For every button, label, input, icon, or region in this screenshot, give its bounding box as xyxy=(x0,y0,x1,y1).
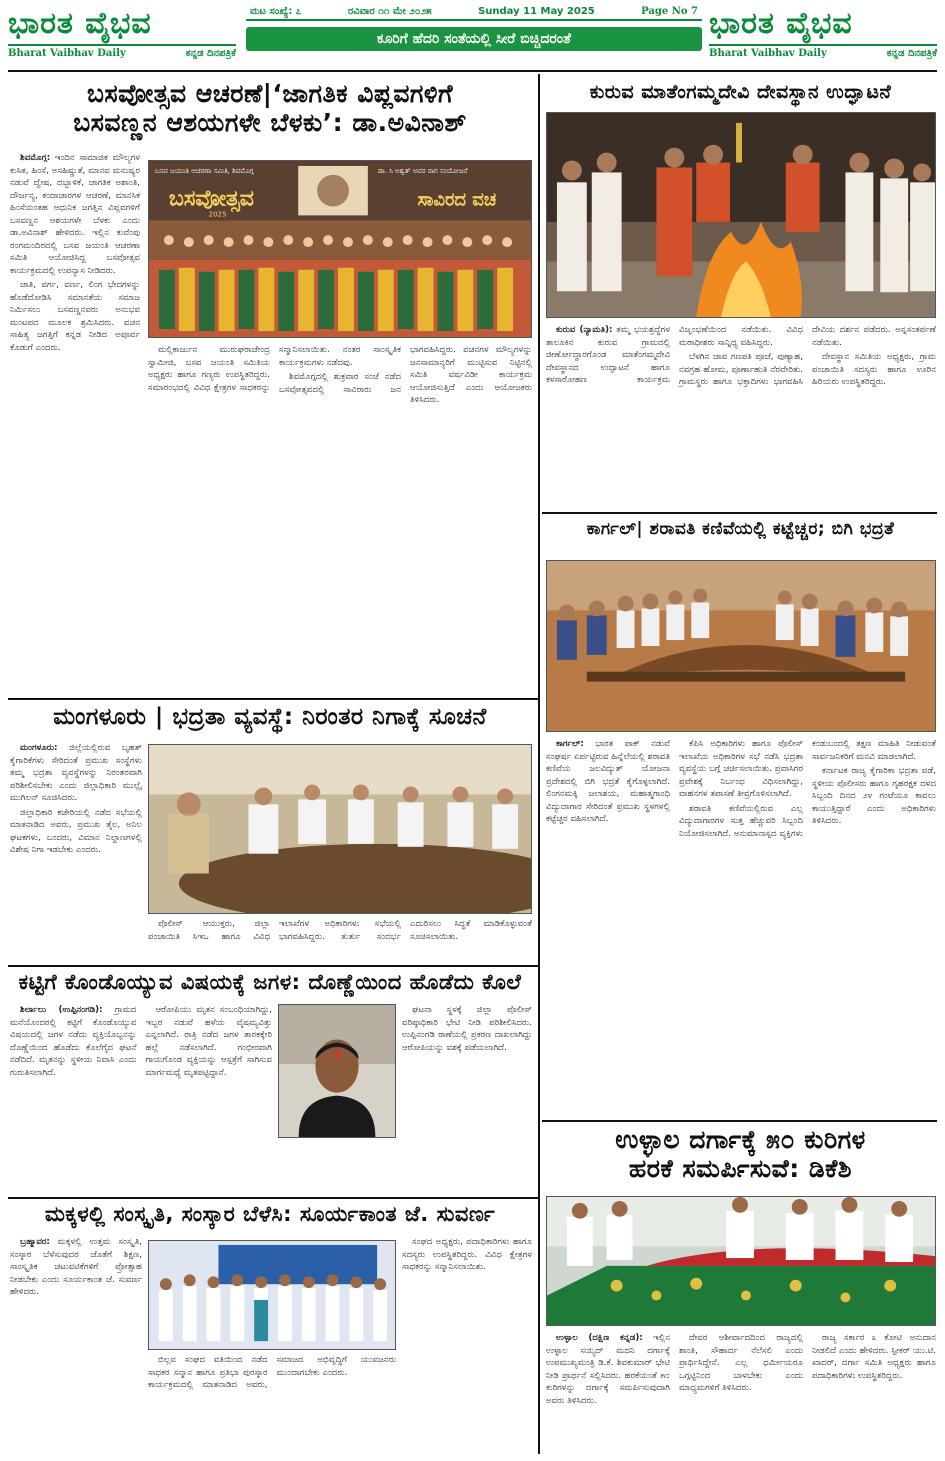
kargal-headline: ಕಾರ್ಗಲ್| ಶರಾವತಿ ಕಣಿವೆಯಲ್ಲಿ ಕಟ್ಟೆಚ್ಚರ; ಬಿಗಿ ಭದ್ರತೆ xyxy=(586,519,895,539)
makkalu-photo xyxy=(148,1240,396,1350)
kuruva-body-cols xyxy=(546,324,936,506)
volume-number: ಮಟ ಸಂಖ್ಯೆ: ೭ xyxy=(250,6,302,17)
masthead-logo-left xyxy=(8,4,236,66)
ullal-body-2: ದೇವರ ಆಶೀರ್ವಾದದಿಂದ ರಾಜ್ಯದಲ್ಲಿ ಶಾಂತಿ, ಸೌಹಾರ್ದ ನೆಲೆಸಲಿ ಎಂದು ಪ್ರಾರ್ಥಿಸಿದ್ದೇನೆ. ಎಲ್ಲ ಧರ್ಮೀಯರೂ ಒಗ್ಗಟ್ಟಿನಿಂದ ಬಾಳಬೇಕು ಎಂದು ಮಾಧ್ಯಮಗಳಿಗೆ ತಿಳಿಸಿದರು. xyxy=(679,1333,803,1393)
katte-victim-photo xyxy=(278,1004,396,1138)
basava-body-3: ಮಲ್ಲಿಕಾರ್ಜುನ ಮುರುಘರಾಜೇಂದ್ರ ಸ್ವಾಮೀಜಿ, ಬಸವ ಜಯಂತಿ ಸಮಿತಿಯ ಅಧ್ಯಕ್ಷರು ಹಾಗೂ ಗಣ್ಯರು ಉಪಸ್ಥಿತರಿದ್ದರು. ಸಮಾರಂಭದಲ್ಲಿ ವಿವಿಧ ಕ್ಷೇತ್ರಗಳ ಸಾಧಕರನ್ನು ಸನ್ಮಾನಿಸಲಾಯಿತು. ನಂತರ ಸಾಂಸ್ಕೃತಿಕ ಕಾರ್ಯಕ್ರಮಗಳು ನಡೆದವು. xyxy=(148,345,401,393)
kargal-dateline: ಕಾರ್ಗಲ್: xyxy=(556,739,584,749)
makkalu-body-cols2 xyxy=(148,1354,396,1454)
mangaluru-body-1: ಜಿಲ್ಲೆಯಲ್ಲಿರುವ ಬೃಹತ್ ಕೈಗಾರಿಕೆಗಳು ಸೇರಿದಂತೆ ಪ್ರಮುಖ ಸಂಸ್ಥೆಗಳು ತಮ್ಮ ಭದ್ರತಾ ವ್ಯವಸ್ಥೆಗಳನ್ನು ನಿರಂತರವಾಗಿ ಪರಿಶೀಲಿಸಬೇಕು ಎಂದು ಜಿಲ್ಲಾಧಿಕಾರಿ ಮುಲ್ಲೈ ಮುಗಿಲನ್ ಸೂಚಿಸಿದರು. xyxy=(10,743,142,803)
basava-banner-text-2: ಡಾ. ಸಿ ಅಶ್ವತ್ ಅವರ ರಾಗ ಸಂಯೋಜನೆ xyxy=(377,166,468,175)
divider-mangaluru xyxy=(8,965,538,967)
basava-stage-text: ಬಸವೋತ್ಸವ xyxy=(168,186,254,212)
basava-stage-year: 2025 xyxy=(208,210,227,219)
makkalu-headline: ಮಕ್ಕಳಲ್ಲಿ ಸಂಸ್ಕೃತಿ, ಸಂಸ್ಕಾರ ಬೆಳೆಸಿ: ಸೂರ್ಯಕಾಂತ ಜೆ. ಸುವರ್ಣ xyxy=(44,1202,496,1226)
masthead-subtitle-en: Bharat Vaibhav Daily xyxy=(8,48,126,59)
kargal-body-cols xyxy=(546,738,936,1114)
ullal-headline-line2: ಹರಕೆ ಸಮರ್ಪಿಸುವೆ: ಡಿಕೆಶಿ xyxy=(628,1153,853,1183)
divider-kargal xyxy=(542,1120,937,1122)
basava-dateline: ಶಿವಮೊಗ್ಗ: xyxy=(20,153,51,163)
kuruva-body-1: ತಮ್ಮ ಭಯಶ್ರದ್ಧೆಗಳ ತಾಲೂಕಿನ ಕುರುವ ಗ್ರಾಮದಲ್ಲಿ ಜೀರ್ಣೋದ್ಧಾರಗೊಂಡ ಮಾತೆಂಗಮ್ಮದೇವಿ ದೇವಸ್ಥಾನದ ಉದ್ಘಾಟನೆ ಹಾಗೂ ಕಳಸಾರೋಹಣ ಕಾರ್ಯಕ್ರಮ ವಿಜೃಂಭಣೆಯಿಂದ ನಡೆಯಿತು. ವಿವಿಧ ಮಠಾಧೀಶರು ಸಾನ್ನಿಧ್ಯ ವಹಿಸಿದ್ದರು. xyxy=(546,325,803,385)
mangaluru-headline: ಮಂಗಳೂರು | ಭದ್ರತಾ ವ್ಯವಸ್ಥೆ: ನಿರಂತರ ನಿಗಾಕ್ಕೆ ಸೂಚನೆ xyxy=(53,704,487,730)
masthead-divider xyxy=(8,70,937,72)
makkalu-dateline: ಬ್ರಹ್ಮಾವರ: xyxy=(20,1237,50,1247)
mangaluru-photo xyxy=(148,744,532,914)
kuruva-photo xyxy=(546,112,936,318)
katte-body-cols1 xyxy=(10,1004,272,1192)
divider-basava xyxy=(8,698,538,700)
masthead-center xyxy=(246,6,702,51)
basava-headline-line1: ಬಸವೋತ್ಸವ ಆಚರಣೆ|‘ಜಾಗತಿಕ ವಿಪ್ಲವಗಳಿಗೆ xyxy=(86,79,454,108)
basava-body-1: ಇಂದಿನ ಸಾಮಾಜಿಕ ಮೌಲ್ಯಗಳ ಕುಸಿತ, ಹಿಂಸೆ, ಅಸಹಿಷ್ಣುತೆ, ಮಾನವ ಮನುಷ್ಯರ ನಡುವೆ ದ್ವೇಷ, ದಬ್ಬಾಳಿಕೆ, ಜಾಗತಿಕ ಅಶಾಂತಿ, ದೌರ್ಜನ್ಯ, ಕಂದಾಚಾರಗಳ ಆಚರಣೆ, ಮಾನಸಿಕ ಹಿಂಸೆಯಂತಹ ಆಧುನಿಕ ಜಗತ್ತಿನ ವಿಪ್ಲವಗಳಿಗೆ ಬಸವಣ್ಣನ ಆಶಯಗಳೇ ಬೆಳಕು ಎಂದು ಡಾ.ಅವಿನಾಶ್ ಹೇಳಿದರು. ಇಲ್ಲಿನ ಕುವೆಂಪು ರಂಗಮಂದಿರದಲ್ಲಿ ಬಸವ ಜಯಂತಿ ಆಚರಣಾ ಸಮಿತಿ ಆಯೋಜಿಸಿದ್ದ ಬಸವೋತ್ಸವ ಕಾರ್ಯಕ್ರಮದಲ್ಲಿ ಉಪನ್ಯಾಸ ನೀಡಿದರು. xyxy=(10,153,140,276)
masthead-subtitle-kn-right: ಕನ್ನಡ ದಿನಪತ್ರಿಕೆ xyxy=(886,48,937,59)
teaser-banner: ಕೂರಿಗೆ ಹೆದರಿ ಸಂತೆಯಲ್ಲಿ ಸೀರೆ ಬಿಚ್ಚಿದರಂತೆ xyxy=(246,27,702,51)
ullal-dateline: ಉಳ್ಳಾಲ (ದಕ್ಷಿಣ ಕನ್ನಡ): xyxy=(556,1333,643,1343)
katte-body-1: ಗ್ರಾಮದ ಮನೆಯೊಂದರಲ್ಲಿ ಕಟ್ಟಿಗೆ ಕೊಂಡೊಯ್ಯುವ ವಿಷಯದಲ್ಲಿ ಜಗಳ ನಡೆದು ವ್ಯಕ್ತಿಯೊಬ್ಬನನ್ನು ದೊಣ್ಣೆಯಿಂದ ಹೊಡೆದು ಕೊಲೆಗೈದ ಘಟನೆ ನಡೆದಿದೆ. ಮೃತನನ್ನು ಸ್ಥಳೀಯ ನಿವಾಸಿ ಎಂದು ಗುರುತಿಸಲಾಗಿದೆ. xyxy=(10,1005,137,1078)
makkalu-body-3: ಸಂಘದ ಅಧ್ಯಕ್ಷರು, ಪದಾಧಿಕಾರಿಗಳು ಹಾಗೂ ಸದಸ್ಯರು ಉಪಸ್ಥಿತರಿದ್ದರು. ವಿವಿಧ ಕ್ಷೇತ್ರಗಳ ಸಾಧಕರನ್ನು ಸನ್ಮಾನಿಸಲಾಯಿತು. xyxy=(402,1237,532,1272)
ullal-body-cols xyxy=(546,1332,936,1454)
makkalu-body-col4 xyxy=(402,1236,532,1454)
basava-headline-line2: ಬಸವಣ್ಣನ ಆಶಯಗಳೇ ಬೆಳಕು’: ಡಾ.ಅವಿನಾಶ್ xyxy=(73,107,467,137)
page-number: Page No 7 xyxy=(641,6,698,17)
masthead-subtitle-en-right: Bharat Vaibhav Daily xyxy=(709,48,827,59)
divider-katte xyxy=(8,1197,538,1199)
ullal-headline-line1: ಉಳ್ಳಾಲ ದರ್ಗಾಕ್ಕೆ ೫೦ ಕುರಿಗಳ xyxy=(615,1125,866,1154)
mangaluru-body-col1 xyxy=(10,742,142,960)
kuruva-body-2: ಬೆಳಗಿನ ಜಾವ ಗಣಪತಿ ಪೂಜೆ, ಪುಣ್ಯಾಹ, ನವಗ್ರಹ ಹೋಮ, ಪೂರ್ಣಾಹುತಿ ನೆರವೇರಿತು. ಗ್ರಾಮಸ್ಥರು ಹಾಗೂ ಭಕ್ತಾದಿಗಳು ಭಾಗವಹಿಸಿ ದೇವಿಯ ದರ್ಶನ ಪಡೆದರು. ಅನ್ನಸಂತರ್ಪಣೆ ನಡೆಯಿತು. xyxy=(679,325,936,387)
katte-body-2: ಆರೋಪಿಯು ಮೃತನ ಸಂಬಂಧಿಯಾಗಿದ್ದು, ಇಬ್ಬರ ನಡುವೆ ಹಳೆಯ ವೈಷಮ್ಯವಿತ್ತು ಎನ್ನಲಾಗಿದೆ. ರಾತ್ರಿ ನಡೆದ ಜಗಳ ತಾರಕಕ್ಕೇರಿ ಹಲ್ಲೆ ನಡೆಸಲಾಗಿದೆ. ಗಂಭೀರವಾಗಿ ಗಾಯಗೊಂಡ ವ್ಯಕ್ತಿಯನ್ನು ಆಸ್ಪತ್ರೆಗೆ ಸಾಗಿಸುವ ಮಾರ್ಗಮಧ್ಯೆ ಮೃತಪಟ್ಟಿದ್ದಾನೆ. xyxy=(145,1005,272,1078)
mangaluru-body-3: ಪೊಲೀಸ್ ಆಯುಕ್ತರು, ಜಿಲ್ಲಾ ಪಂಚಾಯಿತಿ ಸಿಇಒ ಹಾಗೂ ವಿವಿಧ ಇಲಾಖೆಗಳ ಅಧಿಕಾರಿಗಳು ಸಭೆಯಲ್ಲಿ ಭಾಗವಹಿಸಿದ್ದರು. ತುರ್ತು ಸಂದರ್ಭ ಎದುರಿಸಲು ಸಿದ್ಧತೆ ಮಾಡಿಕೊಳ್ಳುವಂತೆ ಸೂಚಿಸಲಾಯಿತು. xyxy=(148,919,532,942)
mangaluru-dateline: ಮಂಗಳೂರು: xyxy=(20,743,58,753)
masthead-title: ಭಾರತ ವೈಭವ xyxy=(8,6,152,41)
katte-dateline: ಶಿರ್ಲಾಲು (ಉಪ್ಪಿನಂಗಡಿ): xyxy=(20,1005,103,1015)
kargal-body-3: ಶರಾವತಿ ಕಣಿವೆಯಲ್ಲಿರುವ ಎಲ್ಲ ವಿದ್ಯುದಾಗಾರಗಳ ಸುತ್ತ ಹೆಚ್ಚುವರಿ ಸಿಬ್ಬಂದಿ ನಿಯೋಜಿಸಲಾಗಿದೆ. ಅನುಮಾನಾಸ್ಪದ ವ್ಯಕ್ತಿಗಳು ಕಂಡುಬಂದಲ್ಲಿ ತಕ್ಷಣ ಮಾಹಿತಿ ನೀಡುವಂತೆ ಸಾರ್ವಜನಿಕರಿಗೆ ಮನವಿ ಮಾಡಲಾಗಿದೆ. xyxy=(679,739,936,839)
masthead-title-right: ಭಾರತ ವೈಭವ xyxy=(709,6,853,41)
kargal-photo xyxy=(546,560,936,732)
basava-photo xyxy=(148,160,532,338)
ullal-body-1: ಇಲ್ಲಿನ ಉಳ್ಳಾಲ ಸಯ್ಯದ್ ಮದನಿ ದರ್ಗಾಕ್ಕೆ ಉಪಮುಖ್ಯಮಂತ್ರಿ ಡಿ.ಕೆ. ಶಿವಕುಮಾರ್ ಭೇಟಿ ನೀಡಿ ಪ್ರಾರ್ಥನೆ ಸಲ್ಲಿಸಿದರು. ಹರಕೆಯಂತೆ ೫೦ ಕುರಿಗಳನ್ನು ದರ್ಗಾಕ್ಕೆ ಸಮರ್ಪಿಸುವುದಾಗಿ ಅವರು ತಿಳಿಸಿದರು. xyxy=(546,1333,670,1406)
basava-stage-text-2: ಸಾವಿರದ ವಚ xyxy=(417,189,496,211)
english-date: Sunday 11 May 2025 xyxy=(478,6,595,17)
ullal-body-3: ರಾಜ್ಯ ಸರ್ಕಾರ ೩ ಕೋಟಿ ಅನುದಾನ ನೀಡಲಿದೆ ಎಂದು ಹೇಳಿದರು. ಸ್ಪೀಕರ್ ಯು.ಟಿ. ಖಾದರ್, ದರ್ಗಾ ಸಮಿತಿ ಅಧ್ಯಕ್ಷರು ಹಾಗೂ ಪದಾಧಿಕಾರಿಗಳು ಉಪಸ್ಥಿತರಿದ್ದರು. xyxy=(812,1333,936,1381)
masthead xyxy=(8,4,937,66)
kuruva-body-3: ದೇವಸ್ಥಾನ ಸಮಿತಿಯ ಅಧ್ಯಕ್ಷರು, ಗ್ರಾಮ ಪಂಚಾಯಿತಿ ಸದಸ್ಯರು ಹಾಗೂ ಊರಿನ ಹಿರಿಯರು ಉಪಸ್ಥಿತರಿದ್ದರು. xyxy=(812,352,936,387)
mangaluru-body-2: ಜಿಲ್ಲಾಧಿಕಾರಿ ಕಚೇರಿಯಲ್ಲಿ ನಡೆದ ಸಭೆಯಲ್ಲಿ ಮಾತನಾಡಿದ ಅವರು, ಪ್ರಮುಖ ತೈಲ, ಅನಿಲ ಘಟಕಗಳು, ಬಂದರು, ವಿಮಾನ ನಿಲ್ದಾಣಗಳಲ್ಲಿ ವಿಶೇಷ ನಿಗಾ ಇಡಬೇಕು ಎಂದರು. xyxy=(10,807,142,855)
kargal-body-4: ಕರ್ನಾಟಕ ರಾಜ್ಯ ಕೈಗಾರಿಕಾ ಭದ್ರತಾ ಪಡೆ, ಸ್ಥಳೀಯ ಪೊಲೀಸರು ಹಾಗೂ ಗೃಹರಕ್ಷಕ ದಳದ ಸಿಬ್ಬಂದಿ ದಿನದ ೨೪ ಗಂಟೆಯೂ ಕಾವಲು ಕಾಯುತ್ತಿದ್ದಾರೆ ಎಂದು ಅಧಿಕಾರಿಗಳು ತಿಳಿಸಿದರು. xyxy=(812,766,936,826)
basava-banner-text-1: ಬಸವ ಜಯಂತಿ ಆಚರಣಾ ಸಮಿತಿ, ಶಿವಮೊಗ್ಗ xyxy=(154,166,254,175)
column-divider xyxy=(538,74,540,1454)
kuruva-dateline: ಕುರುವ (ನ್ಯಾಮತಿ): xyxy=(556,325,613,335)
basava-body-col1 xyxy=(10,152,140,692)
kargal-body-2: ಕೆಪಿಸಿ ಅಧಿಕಾರಿಗಳು ಹಾಗೂ ಪೊಲೀಸ್ ಇಲಾಖೆಯ ಅಧಿಕಾರಿಗಳ ಸಭೆ ನಡೆಸಿ ಭದ್ರತಾ ವ್ಯವಸ್ಥೆಯ ಬಗ್ಗೆ ಚರ್ಚಿಸಲಾಯಿತು. ಪ್ರವಾಸಿಗರ ಪ್ರವೇಶಕ್ಕೆ ನಿರ್ಬಂಧ ವಿಧಿಸಲಾಗಿದ್ದು, ವಾಹನಗಳ ತಪಾಸಣೆ ತೀವ್ರಗೊಳಿಸಲಾಗಿದೆ. xyxy=(679,739,803,799)
makkalu-body-1: ಮಕ್ಕಳಲ್ಲಿ ಉತ್ತಮ ಸಂಸ್ಕೃತಿ, ಸಂಸ್ಕಾರ ಬೆಳೆಸುವುದರ ಜೊತೆಗೆ ಶಿಕ್ಷಣ, ಸಾಂಸ್ಕೃತಿಕ ಚಟುವಟಿಕೆಗಳಿಗೆ ಪ್ರೋತ್ಸಾಹ ನೀಡಬೇಕು ಎಂದು ಸೂರ್ಯಕಾಂತ ಜೆ. ಸುವರ್ಣ ಹೇಳಿದರು. xyxy=(10,1237,142,1297)
divider-kuruva xyxy=(542,512,937,514)
kannada-date: ರವಿವಾರ ೧೧ ಮೇ ೨೦೨೫ xyxy=(347,6,432,17)
masthead-logo-right xyxy=(709,4,937,66)
katte-headline: ಕಟ್ಟಿಗೆ ಕೊಂಡೊಯ್ಯುವ ವಿಷಯಕ್ಕೆ ಜಗಳ: ದೊಣ್ಣೆಯಿಂದ ಹೊಡೆದು ಕೊಲೆ xyxy=(18,970,522,994)
masthead-subtitle-kn: ಕನ್ನಡ ದಿನಪತ್ರಿಕೆ xyxy=(185,48,236,59)
ullal-photo xyxy=(546,1196,936,1326)
basava-body-cols xyxy=(148,344,532,692)
basava-body-4: ಶಿವಮೊಗ್ಗದಲ್ಲಿ ಶುಕ್ರವಾರ ಸಂಜೆ ನಡೆದ ಬಸವೋತ್ಸವದಲ್ಲಿ ಸಾವಿರಾರು ಜನ ಭಾಗವಹಿಸಿದ್ದರು. ವಚನಗಳ ಮೌಲ್ಯಗಳನ್ನು ಜನಸಾಮಾನ್ಯರಿಗೆ ಮುಟ್ಟಿಸುವ ನಿಟ್ಟಿನಲ್ಲಿ ಸಮಿತಿ ವರ್ಷವಿಡೀ ಕಾರ್ಯಕ್ರಮ ಆಯೋಜಿಸುತ್ತಿದೆ ಎಂದು ಆಯೋಜಕರು ತಿಳಿಸಿದರು. xyxy=(279,345,532,405)
basava-body-2: ಜಾತಿ, ವರ್ಗ, ವರ್ಣ, ಲಿಂಗ ಭೇದಗಳನ್ನು ಹೊಡೆದೋಡಿಸಿ ಸಮಾನತೆಯ ಸಮಾಜ ನಿರ್ಮಿಸಲು ಬಸವಣ್ಣನವರು ಅನುಭವ ಮಂಟಪದ ಮೂಲಕ ಶ್ರಮಿಸಿದರು. ವಚನ ಸಾಹಿತ್ಯ ಜಗತ್ತಿಗೆ ಕನ್ನಡ ನೀಡಿದ ಅಪೂರ್ವ ಕೊಡುಗೆ ಎಂದರು. xyxy=(10,280,140,353)
katte-body-col3 xyxy=(402,1004,532,1192)
makkalu-body-2: ಬಿಲ್ಲವ ಸಂಘದ ವತಿಯಿಂದ ನಡೆದ ಸಾಧಕರ ಸನ್ಮಾನ ಹಾಗೂ ಪ್ರತಿಭಾ ಪುರಸ್ಕಾರ ಕಾರ್ಯಕ್ರಮದಲ್ಲಿ ಮಾತನಾಡಿದ ಅವರು, ಸಮಾಜದ ಅಭಿವೃದ್ಧಿಗೆ ಯುವಜನರು ಮುಂದಾಗಬೇಕು ಎಂದರು. xyxy=(148,1355,396,1390)
kargal-body-1: ಭಾರತ ಪಾಕ್ ನಡುವೆ ಸಂಘರ್ಷ ಏರ್ಪಟ್ಟಿರುವ ಹಿನ್ನೆಲೆಯಲ್ಲಿ ಶರಾವತಿ ಕಣಿವೆಯ ಜಲವಿದ್ಯುತ್ ಯೋಜನಾ ಪ್ರದೇಶದಲ್ಲಿ ಬಿಗಿ ಭದ್ರತೆ ಕೈಗೊಳ್ಳಲಾಗಿದೆ. ಲಿಂಗನಮಕ್ಕಿ ಜಲಾಶಯ, ಮಹಾತ್ಮಗಾಂಧಿ ವಿದ್ಯುದಾಗಾರ ಸೇರಿದಂತೆ ಪ್ರಮುಖ ಸ್ಥಳಗಳಲ್ಲಿ ಕಟ್ಟೆಚ್ಚರ ವಹಿಸಲಾಗಿದೆ. xyxy=(546,739,670,824)
kuruva-headline: ಕುರುವ ಮಾತೆಂಗಮ್ಮದೇವಿ ದೇವಸ್ಥಾನ ಉದ್ಘಾಟನೆ xyxy=(589,81,892,103)
mangaluru-body-cols xyxy=(148,918,532,960)
katte-body-3: ಘಟನಾ ಸ್ಥಳಕ್ಕೆ ಜಿಲ್ಲಾ ಪೊಲೀಸ್ ವರಿಷ್ಠಾಧಿಕಾರಿ ಭೇಟಿ ನೀಡಿ ಪರಿಶೀಲಿಸಿದರು. ಉಪ್ಪಿನಂಗಡಿ ಠಾಣೆಯಲ್ಲಿ ಪ್ರಕರಣ ದಾಖಲಾಗಿದ್ದು ಆರೋಪಿಯನ್ನು ವಶಕ್ಕೆ ಪಡೆಯಲಾಗಿದೆ. xyxy=(402,1005,532,1053)
makkalu-body-col1 xyxy=(10,1236,142,1454)
